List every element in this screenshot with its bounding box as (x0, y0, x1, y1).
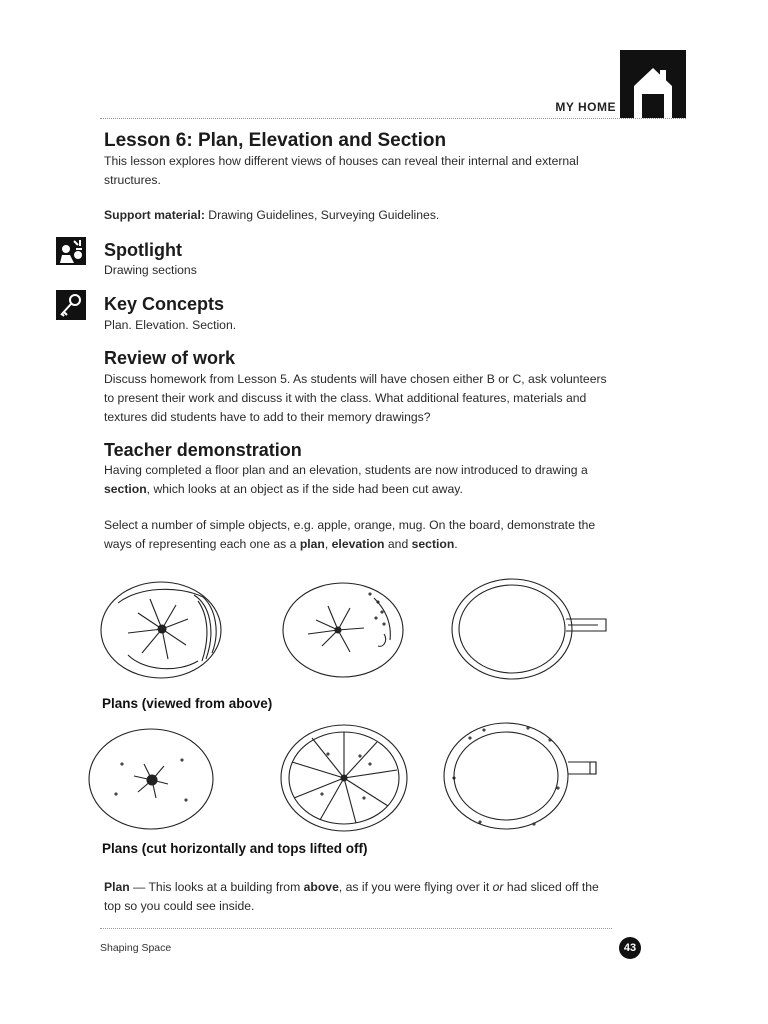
support-material (104, 206, 612, 225)
demo-p1-c: , which looks at an object as if the side had been cut away. (146, 482, 463, 496)
demo-p2-end: . (454, 537, 458, 551)
spotlight-heading: Spotlight (104, 240, 182, 260)
key-concepts-heading: Key Concepts (104, 294, 225, 314)
plan-def-t2: , as if you were flying over it (338, 880, 493, 894)
demo-p2-plan: plan (299, 537, 325, 551)
lesson-intro: This lesson explores how different views of houses can reveal their internal and external structures. (104, 154, 579, 187)
demo-p2-section: section (411, 537, 455, 551)
demo-p2-sep2: and (384, 537, 412, 551)
plan-def-t1: — This looks at a building from (129, 880, 304, 894)
apple-cut-plan-drawing (86, 724, 216, 834)
orange-plan-drawing (280, 578, 410, 682)
spotlight-icon (56, 237, 86, 265)
plan-def-above: above (303, 880, 339, 894)
support-text: Drawing Guidelines, Surveying Guidelines. (204, 208, 440, 222)
mug-plan-drawing (448, 575, 614, 685)
demo-paragraph-1 (104, 461, 612, 499)
footer-rule (100, 928, 612, 929)
lesson-title: Lesson 6: Plan, Elevation and Section (104, 130, 447, 151)
footer-book-title: Shaping Space (100, 942, 172, 954)
review-heading: Review of work (104, 348, 236, 368)
header-rule (100, 118, 686, 119)
caption-plans-cut: Plans (cut horizontally and tops lifted off) (102, 841, 368, 856)
plan-def-or: or (492, 880, 504, 894)
demo-paragraph-2 (104, 516, 612, 554)
section-label: MY HOME (555, 100, 616, 114)
support-label: Support material: (104, 208, 205, 222)
page-number-badge: 43 (619, 937, 641, 959)
caption-plans-above: Plans (viewed from above) (102, 696, 273, 711)
key-concepts-text: Plan. Elevation. Section. (104, 318, 237, 332)
key-icon (56, 290, 86, 320)
apple-plan-drawing (98, 575, 228, 685)
plan-definition (104, 878, 612, 916)
plan-label: Plan (104, 880, 130, 894)
demo-p2-elevation: elevation (331, 537, 385, 551)
spotlight-text: Drawing sections (104, 263, 197, 277)
demo-p2-a: Select a number of simple objects, e.g. apple, orange, mug. On the board, demonstrate the ways of representing each one as a (104, 518, 596, 551)
home-logo-icon (620, 50, 686, 118)
demo-p1-section: section (104, 482, 147, 496)
demo-p2-sep1: , (324, 537, 332, 551)
plan-def-t3: had sliced off the top so you could see inside. (104, 880, 599, 913)
review-text: Discuss homework from Lesson 5. As students will have chosen either B or C, ask volunteers to present their work and discuss it with the class. What additional features, materials and textures did students have to add to their memory drawings? (104, 372, 607, 424)
demo-heading: Teacher demonstration (104, 440, 302, 460)
mug-cut-plan-drawing (440, 718, 606, 834)
demo-p1-a: Having completed a floor plan and an elevation, students are now introduced to drawing a (104, 463, 588, 477)
orange-cut-plan-drawing (276, 720, 412, 836)
